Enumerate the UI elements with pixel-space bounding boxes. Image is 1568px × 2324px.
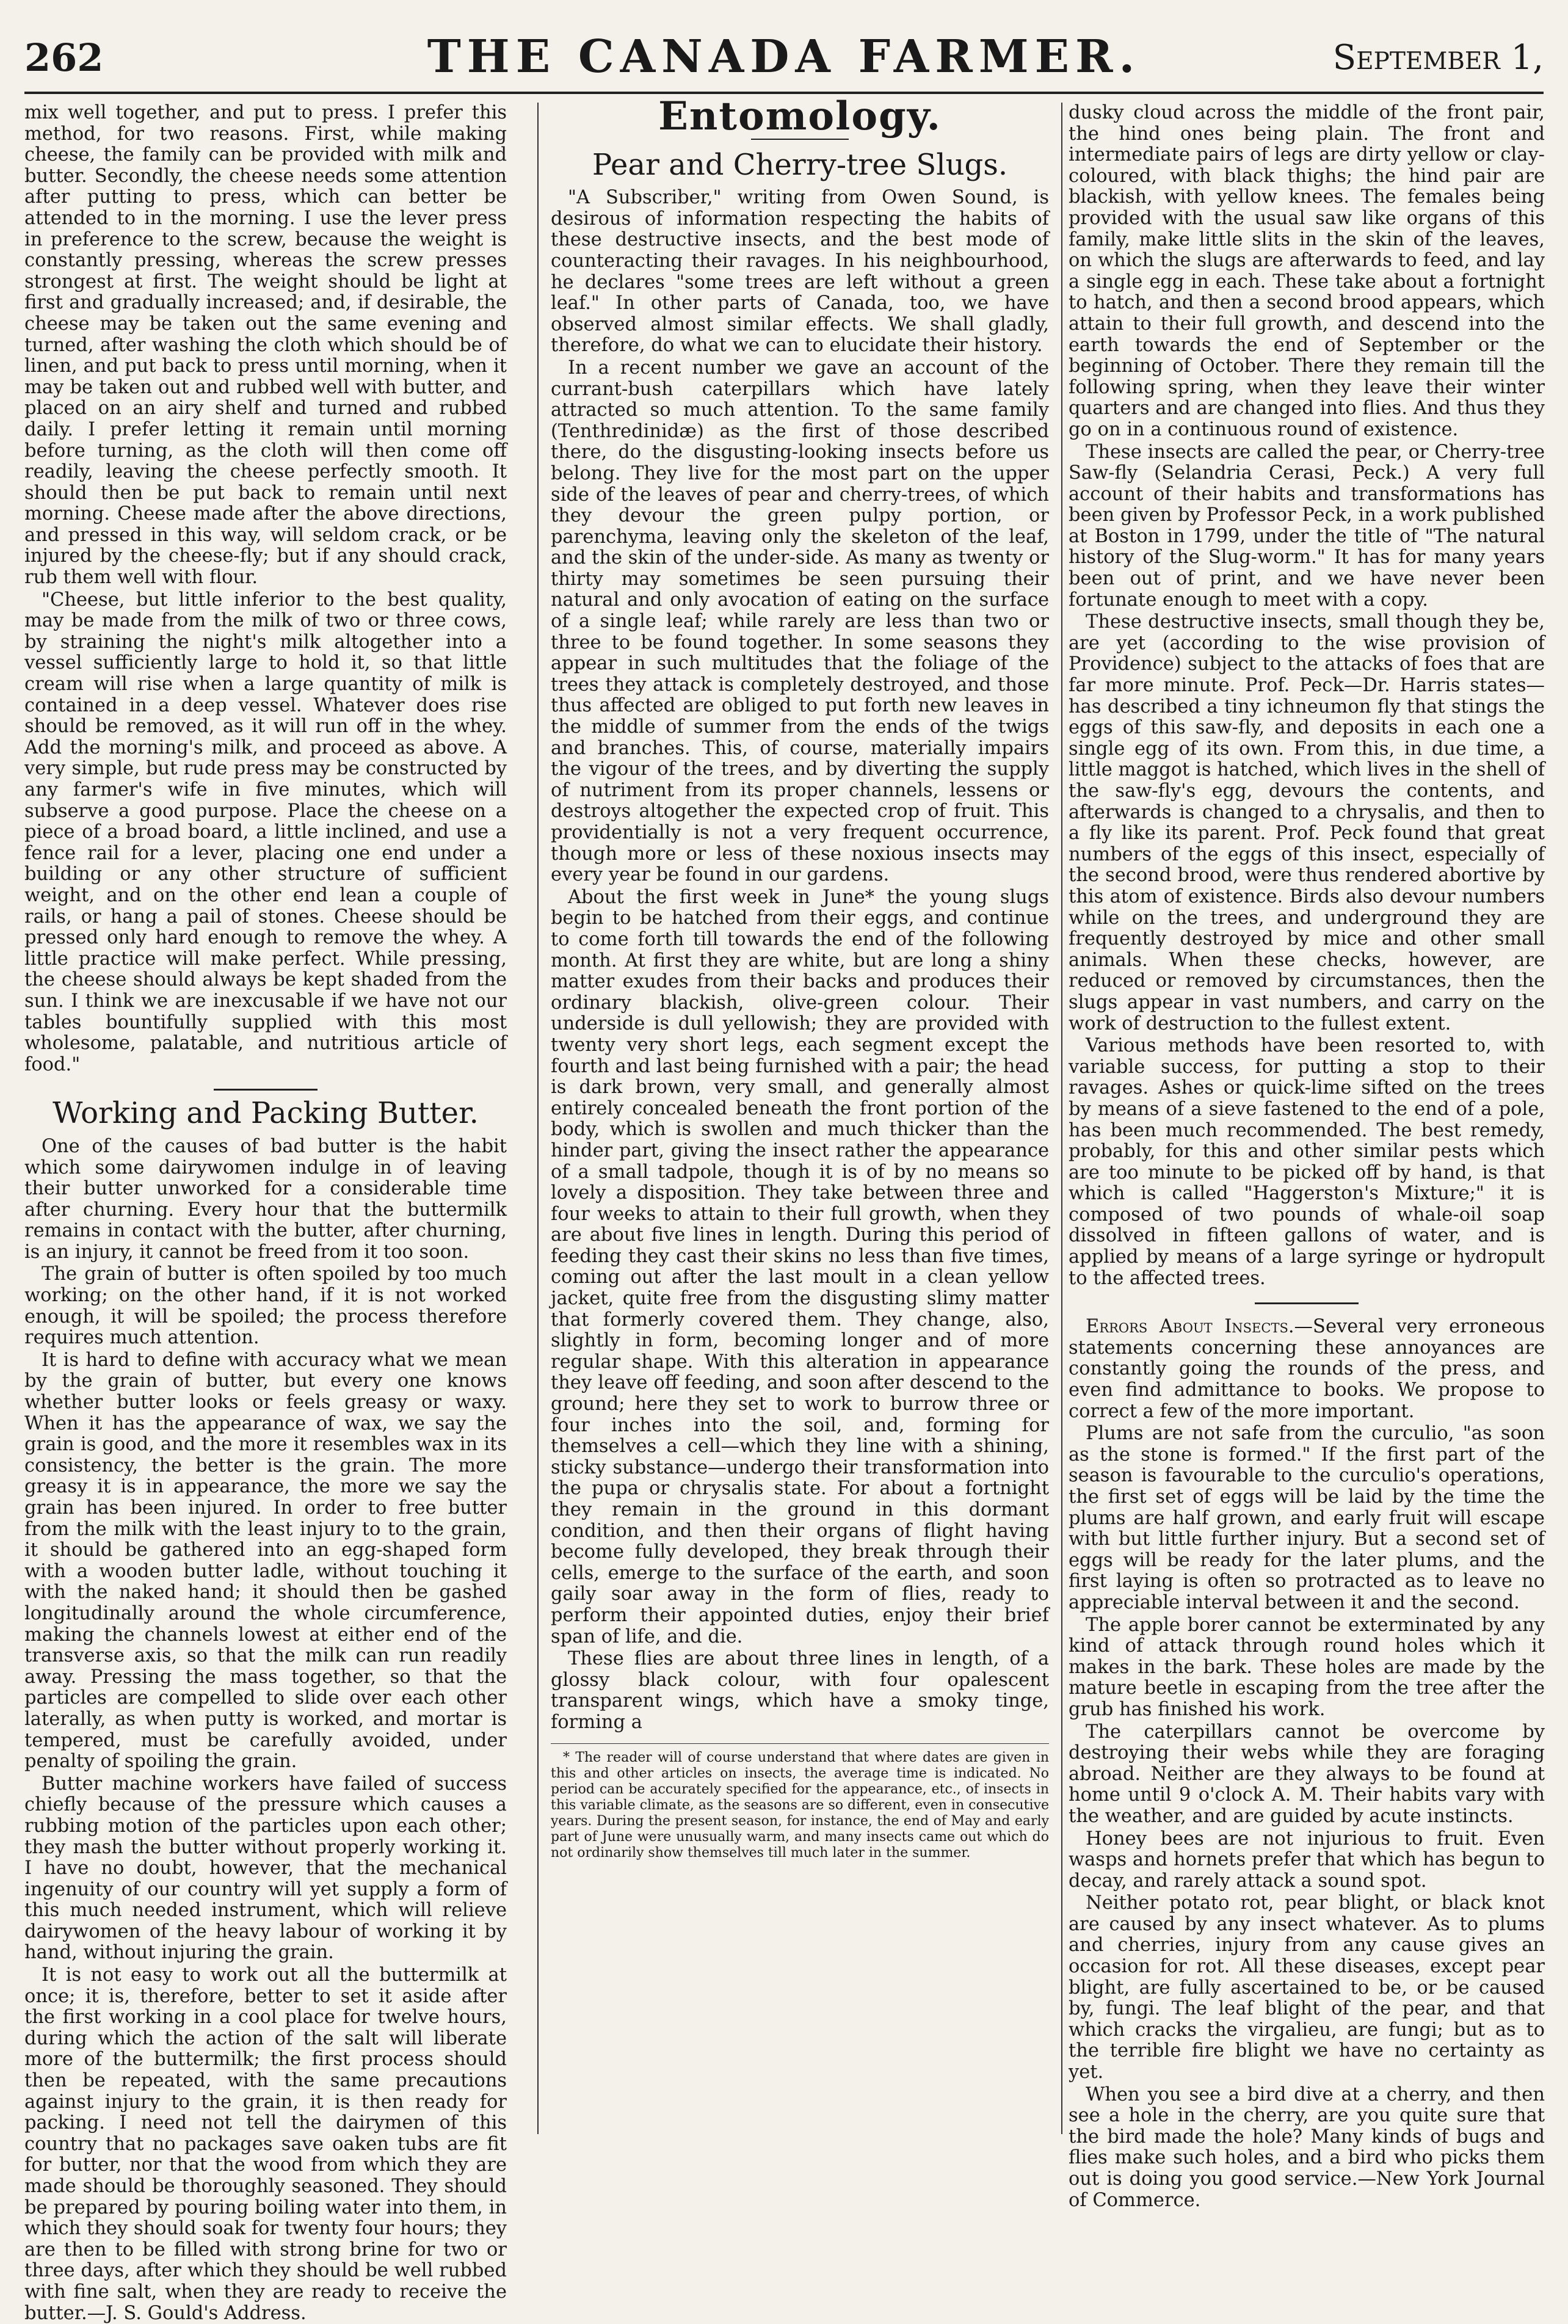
slugs-continued-paragraph: These destructive insects, small though they be, are yet (according to the wise provision of Providence) subject to the attacks of foes that are far more minute. Prof. Peck—Dr. Harris states—has described a tiny ichneumon fly that stings the eggs of this saw-fly, and deposits in each one a single egg of its own. From this, in due time, a little maggot is hatched, which lives in the shell of the saw-fly's egg, devours the contents, and afterwards is changed to a chrysalis, and then to a fly like its parent. Prof. Peck found that great numbers of the eggs of this insect, especially of the second brood, were thus rendered abortive by this atom of existence. Birds also devour numbers while on the trees, and underground they are frequently destroyed by mice and other small animals. When these checks, however, are reduced or removed by circumstances, then the slugs appear in vast numbers, and carry on the work of destruction to the fullest extent. (1069, 611, 1545, 1034)
butter-paragraph: It is not easy to work out all the buttermilk at once; it is, therefore, better to set it aside after the first working in a cool place for twelve hours, during which the action of the salt will liberate more of the buttermilk; the first process should then be repeated, with the same precautions against injury to the grain, it is then ready for packing. I need not tell the dairymen of this country that no packages save oaken tubs are fit for butter, nor that the wood from which they are made should be thoroughly seasoned. They should be prepared by pouring boiling water into them, in which they should soak for twenty four hours; they are then to be filled with strong brine for two or three days, after which they should be well rubbed with fine salt, when they are ready to receive the butter.—J. S. Gould's Address. (24, 1964, 507, 2324)
butter-paragraph: It is hard to define with accuracy what we mean by the grain of butter, but every one knows whether butter looks or feels greasy or waxy. When it has the appearance of wax, we say the grain is good, and the more it resembles wax in its consistency, the better is the grain. The more greasy it is in appearance, the more we say the grain has been injured. In order to free butter from the milk with the least injury to to the grain, it should be gathered into an egg-shaped form with a wooden butter ladle, without touching it with the naked hand; it should then be gashed longitudinally around the whole circumference, making the channels lowest at either end of the transverse axis, so that the milk can run readily away. Pressing the mass together, so that the particles are compelled to slide over each other laterally, as when putty is worked, and mortar is tempered, must be carefully avoided, under penalty of spoiling the grain. (24, 1349, 507, 1773)
errors-intro-text: —Several very erroneous statements concerning these annoyances are constantly going the rounds of the press, and even find admittance to books. We propose to correct a few of the more important. (1069, 1316, 1545, 1422)
cheese-paragraph: mix well together, and put to press. I prefer this method, for two reasons. First, while making cheese, the family can be provided with milk and butter. Secondly, the cheese needs some attention after putting to press, which can better be attended to in the morning. I use the lever press in preference to the screw, because the weight is constantly pressing, whereas the screw presses strongest at first. The weight should be light at first and gradually increased; and, if desirable, the cheese may be taken out the same evening and turned, after washing the cloth which should be of linen, and put back to press until morning, when it may be taken out and rubbed well with butter, and placed on an airy shelf and turned and rubbed daily. I prefer letting it remain until morning before turning, as the cloth will then come off readily, leaving the cheese perfectly smooth. It should then be put back to remain until next morning. Cheese made after the above directions, and pressed in this way, will seldom crack, or be injured by the cheese-fly; but if any should crack, rub them well with flour. (24, 102, 507, 589)
slugs-continued-paragraph: dusky cloud across the middle of the front pair, the hind ones being plain. The front and intermediate pairs of legs are dirty yellow or clay-coloured, with black thighs; the hind pair are blackish, with yellow knees. The females being provided with the usual saw like organs of this family, make little slits in the skin of the leaves, on which the slugs are afterwards to feed, and lay a single egg in each. These take about a fortnight to hatch, and then a second brood appears, which attain to their full growth, and descend into the earth towards the end of September or the beginning of October. There they remain till the following spring, when they leave their winter quarters and are changed into flies. And thus they go on in a continuous round of existence. (1069, 102, 1545, 440)
slugs-paragraph: About the first week in June* the young slugs begin to be hatched from their eggs, and continue to come forth till towards the end of the following month. At first they are white, but are long a shiny matter exudes from their backs and produces their ordinary blackish, olive-green colour. Their underside is dull yellowish; they are provided with twenty very short legs, each segment except the fourth and last being furnished with a pair; the head is dark brown, very small, and generally almost entirely concealed beneath the front portion of the body, which is swollen and much thicker than the hinder part, giving the insect rather the appearance of a small tadpole, though it is of by no means so lovely a disposition. They take between three and four weeks to attain to their full growth, when they are about five lines in length. During this period of feeding they cast their skins no less than five times, coming out after the last moult in a clean yellow jacket, quite free from the disgusting slimy matter that formerly covered them. They change, also, slightly in form, becoming longer and of more regular shape. With this alteration in appearance they leave off feeding, and soon after descend to the ground; here they set to work to burrow three or four inches into the soil, and, forming for themselves a cell—which they line with a shining, sticky substance—undergo their transformation into the pupa or chrysalis state. For about a fortnight they remain in the ground in this dormant condition, and then their organs of flight having become fully developed, they break through their cells, emerge to the surface of the earth, and soon gaily soar away in the form of flies, ready to perform their appointed duties, enjoy their brief span of life, and die. (551, 886, 1049, 1647)
errors-paragraph-lead (1069, 1316, 1545, 1422)
column-1 (24, 102, 507, 2324)
slugs-article-title: Pear and Cherry-tree Slugs. (592, 147, 1008, 182)
slugs-paragraph: These flies are about three lines in length, of a glossy black colour, with four opalescent transparent wings, which have a smoky tinge, forming a (551, 1648, 1049, 1733)
slugs-paragraph: "A Subscriber," writing from Owen Sound, is desirous of information respecting the habits of these destructive insects, and the best mode of counteracting their ravages. In his neighbourhood, he declares "some trees are left without a green leaf." In other parts of Canada, too, we have observed almost similar effects. We shall gladly, therefore, do what we can to elucidate their history. (551, 187, 1049, 357)
footnote (551, 1743, 1049, 1861)
errors-paragraph: The apple borer cannot be exterminated by any kind of attack through round holes which it makes in the bark. These holes are made by the mature beetle in escaping from the tree after the grub has finished his work. (1069, 1614, 1545, 1720)
issue-date: September 1, (1332, 38, 1544, 78)
section-divider (1255, 1302, 1359, 1304)
errors-paragraph: The caterpillars cannot be overcome by destroying their webs while they are foraging abroad. Neither are they always to be found at home until 9 o'clock A. M. Their habits vary with the weather, and are guided by acute instincts. (1069, 1721, 1545, 1827)
errors-lead-label: Errors About Insects. (1086, 1316, 1294, 1338)
butter-paragraph: Butter machine workers have failed of success chiefly because of the pressure which causes a rubbing motion of the particles upon each other; they mash the butter without properly working it. I have no doubt, however, that the mechanical ingenuity of our country will yet supply a form of this much needed instrument, which will relieve dairywomen of the heavy labour of working it by hand, without injuring the grain. (24, 1773, 507, 1964)
section-divider (214, 1089, 318, 1091)
errors-paragraph: Neither potato rot, pear blight, or black knot are caused by any insect whatever. As to plums and cherries, injury from any cause gives an occasion for rot. All these diseases, except pear blight, are fully ascertained to be, or be caused by, fungi. The leaf blight of the pear, and that which cracks the virgalieu, are fungi; but as to the terrible fire blight we have no certainty as yet. (1069, 1892, 1545, 2083)
butter-article-title: Working and Packing Butter. (53, 1096, 479, 1131)
errors-paragraph: Plums are not safe from the curculio, "as soon as the stone is formed." If the first part of the season is favourable to the curculio's operations, the first set of eggs will be laid by the time the plums are half grown, and early fruit will escape with but little further injury. But a second set of eggs will be ready for the later plums, and the first laying is often so protracted as to leave no appreciable interval between it and the second. (1069, 1423, 1545, 1613)
cheese-paragraph: "Cheese, but little inferior to the best quality, may be made from the milk of two or three cows, by straining the night's milk altogether into a vessel sufficiently large to hold it, so that little cream will rise when a large quantity of milk is contained in a deep vessel. Whatever does rise should be removed, as it will run off in the whey. Add the morning's milk, and proceed as above. A very simple, but rude press may be constructed by any farmer's wife in five minutes, which will subserve a good purpose. Place the cheese on a piece of a broad board, a little inclined, and use a fence rail for a lever, placing one end under a building or any other structure of sufficient weight, and on the other end lean a couple of rails, or hang a pail of stones. Cheese should be pressed only hard enough to remove the whey. A little practice will make perfect. While pressing, the cheese should always be kept shaded from the sun. I think we are inexcusable if we have not our tables bountifully supplied with this most wholesome, palatable, and nutritious article of food." (24, 589, 507, 1075)
slugs-continued-paragraph: Various methods have been resorted to, with variable success, for putting a stop to their ravages. Ashes or quick-lime sifted on the trees by means of a sieve fastened to the end of a pole, has been much recommended. The best remedy, probably, for this and other similar pests which are too minute to be picked off by hand, is that which is called "Haggerston's Mixture;" it is composed of two pounds of whale-oil soap dissolved in fifteen gallons of water, and is applied by means of a large syringe or hydropult to the affected trees. (1069, 1035, 1545, 1289)
page-number: 262 (24, 35, 104, 80)
errors-paragraph: When you see a bird dive at a cherry, and then see a hole in the cherry, are you quite sure that the bird made the hole? Many kinds of bugs and flies make such holes, and a bird who picks them out is doing you good service.—New York Journal of Commerce. (1069, 2083, 1545, 2211)
slugs-paragraph: In a recent number we gave an account of the currant-bush caterpillars which have lately attracted so much attention. To the same family (Tenthredinidæ) as the first of those described there, do the disgusting-looking insects before us belong. They live for the most part on the upper side of the leaves of pear and cherry-trees, of which they devour the green pulpy portion, or parenchyma, leaving only the skeleton of the leaf, and the skin of the under-side. As many as twenty or thirty may sometimes be seen pursuing their natural and only avocation of eating on the surface of a single leaf; while rarely are less than two or three to be found together. In some seasons they appear in such multitudes that the foliage of the trees they attack is completely destroyed, and those thus affected are obliged to put forth new leaves in the middle of summer from the ends of the twigs and branches. This, of course, materially impairs the vigour of the trees, and by diverting the supply of nutriment from its proper channels, lessens or destroys altogether the expected crop of fruit. This providentially is not a very frequent occurrence, though more or less of these noxious insects may every year be found in our gardens. (551, 357, 1049, 886)
butter-paragraph: The grain of butter is often spoiled by too much working; on the other hand, if it is not worked enough, it will be spoiled; the process therefore requires much attention. (24, 1263, 507, 1349)
column-3 (1069, 102, 1545, 2211)
footnote-text: * The reader will of course understand that where dates are given in this and other articles on insects, the average time is indicated. No period can be accurately specified for the appearance, etc., of insects in this variable climate, as the seasons are so different, even in consecutive years. During the present season, for instance, the end of May and early part of June were unusually warm, and many insects came out which do not ordinarily show themselves till much later in the summer. (551, 1749, 1049, 1861)
masthead-bar (24, 24, 1544, 94)
column-2 (537, 93, 1062, 2134)
slugs-continued-paragraph: These insects are called the pear, or Cherry-tree Saw-fly (Selandria Cerasi, Peck.) A very full account of their habits and transformations has been given by Professor Peck, in a work published at Boston in 1799, under the title of "The natural history of the Slug-worm." It has for many years been out of print, and we have never been fortunate enough to meet with a copy. (1069, 441, 1545, 611)
masthead-title: THE CANADA FARMER. (427, 31, 1141, 83)
butter-paragraph: One of the causes of bad butter is the habit which some dairywomen indulge in of leaving their butter unworked for a considerable time after churning. Every hour that the buttermilk remains in contact with the butter, after churning, is an injury, it cannot be freed from it too soon. (24, 1135, 507, 1263)
errors-paragraph: Honey bees are not injurious to fruit. Even wasps and hornets prefer that which has begun to decay, and rarely attack a sound spot. (1069, 1828, 1545, 1892)
section-heading: Entomology. (658, 93, 942, 139)
